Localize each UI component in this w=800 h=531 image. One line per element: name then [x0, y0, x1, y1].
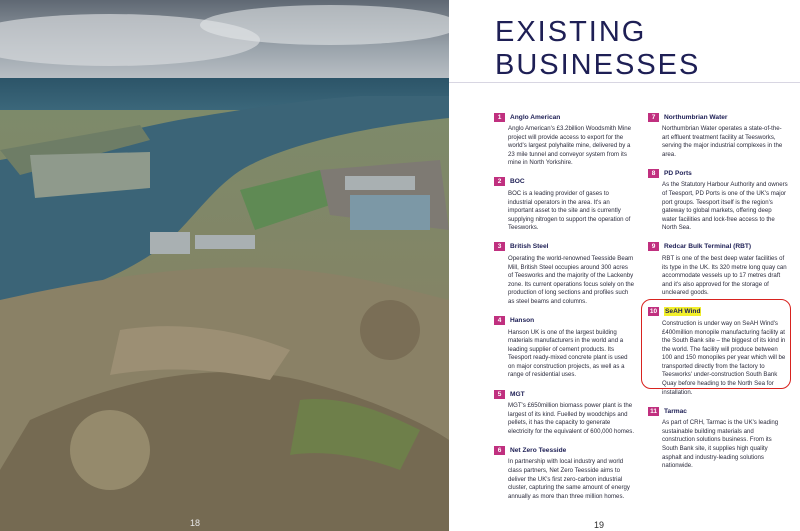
business-name: Net Zero Teesside	[510, 446, 567, 454]
business-item	[648, 242, 788, 298]
business-description: BOC is a leading provider of gases to industrial operators in the area. It's an important asset to the site and is currently supplying nitrogen to support the operation of Teesworks.	[508, 189, 631, 232]
business-item	[494, 389, 634, 436]
business-description: In partnership with local industry and world class partners, Net Zero Teesside aims to deliver the UK's first zero-carbon industrial cluster, capturing the same amount of energy annually as more than three million homes.	[508, 458, 630, 500]
business-description: As the Statutory Harbour Authority and owners of Teesport, PD Ports is one of the UK's major port groups. Teesport itself is the region's gateway to global markets, offering deep water facilities and lock-free access to the North Sea.	[662, 181, 788, 232]
business-description: MGT's £650million biomass power plant is the largest of its kind. Fuelled by woodchips and pellets, it has the capacity to generate electricity for the equivalent of 600,000 homes.	[508, 402, 635, 435]
business-name: British Steel	[510, 243, 549, 251]
business-name: SeAH Wind	[665, 308, 701, 316]
business-number-badge: 1	[494, 113, 505, 122]
annotation-highlight-box	[641, 299, 791, 389]
business-number-badge: 6	[494, 446, 505, 455]
business-description: Northumbrian Water operates a state-of-the-art effluent treatment facility at Teesworks, serving the major industrial complexes in the area.	[662, 125, 783, 158]
title-line-1: EXISTING	[495, 16, 647, 48]
businesses-column-left	[494, 112, 634, 510]
business-number-badge: 4	[494, 316, 505, 325]
page-title	[495, 16, 785, 82]
page-number-right: 19	[594, 520, 605, 530]
business-number-badge: 8	[648, 169, 659, 178]
business-item	[494, 445, 634, 501]
business-number-badge: 7	[648, 113, 659, 122]
business-item	[494, 242, 634, 307]
header-rule	[449, 82, 800, 83]
business-number-badge: 11	[648, 407, 659, 416]
business-description: Hanson UK is one of the largest building materials manufacturers in the world and a leading supplier of cement products. Its Teesport ready-mixed concrete plant is used on major construction projects, as well as a range of residential uses.	[508, 328, 628, 379]
business-name: BOC	[510, 178, 525, 186]
business-description: Anglo American's £3.2billion Woodsmith Mine project will provide access to export for the world's largest polyhalite mine, delivered by a 23 mile tunnel and conveyor system from its mine in North Yorkshire.	[508, 125, 631, 167]
business-name: PD Ports	[664, 169, 692, 177]
business-name: MGT	[510, 390, 525, 398]
title-line-2: BUSINESSES	[495, 49, 701, 81]
business-item	[648, 112, 788, 159]
business-description: As part of CRH, Tarmac is the UK's leading sustainable building materials and construction solutions business. From its South Bank site, it supplies high quality asphalt and industry-leading solutions nationwide.	[662, 419, 779, 470]
business-description: Construction is under way on SeAH Wind's £400million monopile manufacturing facility at the South Bank site – the biggest of its kind in the world. The facility will produce between 100 and 150 monopiles per year which will be transported directly from the factory to Teesworks' under-construction South Bank Quay before heading to the North Sea for installation.	[662, 319, 786, 396]
page-number-left: 18	[190, 518, 201, 528]
business-description: Operating the world-renowned Teesside Beam Mill, British Steel occupies around 300 acres of Teesworks and the majority of the Lackenby zone. Its current operations focus solely on the production of long sections and profiles such as steel beams and columns.	[508, 254, 635, 305]
business-item	[494, 177, 634, 233]
business-number-badge: 2	[494, 177, 505, 186]
business-name: Hanson	[510, 317, 535, 324]
business-name: Northumbrian Water	[664, 113, 728, 121]
business-number-badge: 9	[648, 242, 659, 251]
business-item	[648, 168, 788, 233]
businesses-column-right	[648, 112, 788, 480]
business-description: RBT is one of the best deep water facilities of its type in the UK. Its 320 metre long quay can accommodate vessels up to 17 metres draft and it's also approved for the storage of uncleared goods.	[662, 254, 787, 297]
business-name: Tarmac	[664, 407, 687, 415]
business-number-badge: 10	[649, 308, 658, 316]
business-number-badge: 3	[494, 242, 505, 251]
business-item	[494, 316, 634, 381]
business-item	[494, 112, 634, 168]
business-number-badge: 5	[494, 390, 505, 399]
business-name: Redcar Bulk Terminal (RBT)	[664, 243, 752, 251]
business-name: Anglo American	[510, 113, 561, 121]
business-item	[648, 406, 788, 471]
